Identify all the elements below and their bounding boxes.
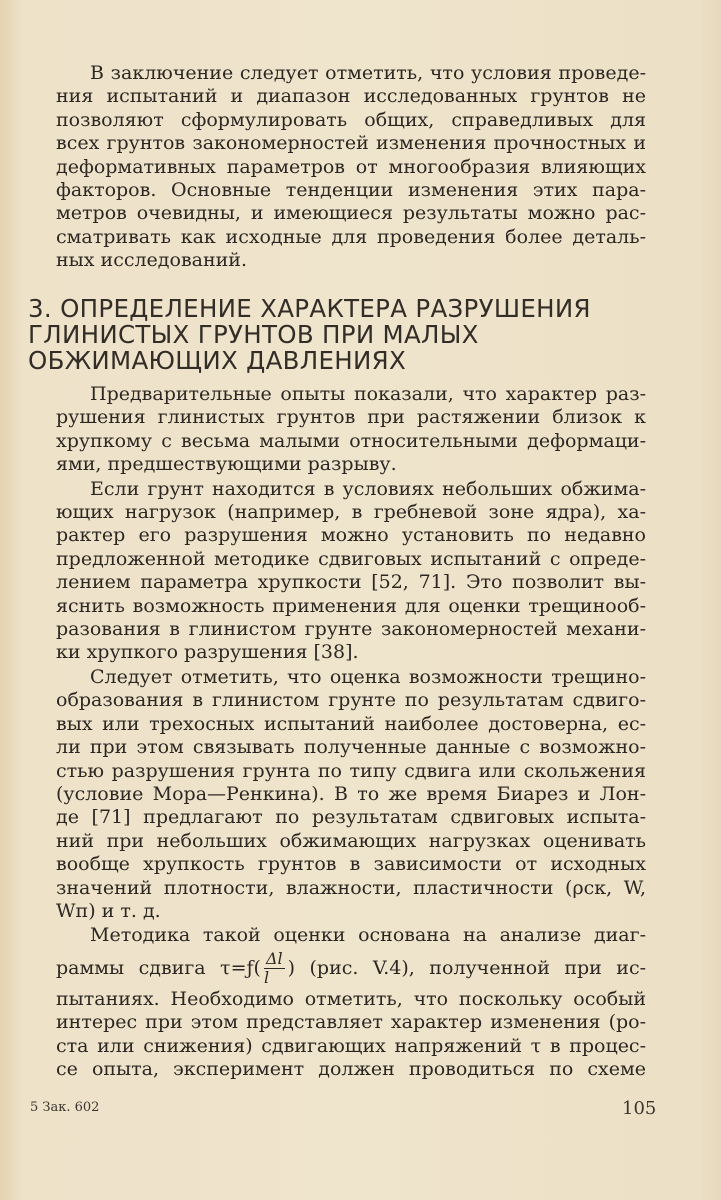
paragraph <box>56 62 646 273</box>
text-line: пытаниях. Необходимо отметить, что поскольку особый <box>56 987 646 1010</box>
text-line: деформативных параметров от многообразия влияющих <box>56 155 646 178</box>
text-line: метров очевидны, и имеющиеся результаты можно рас- <box>56 202 646 225</box>
text-line: Методика такой оценки основана на анализе диаг- <box>90 924 646 947</box>
text-line: хрупкому с весьма малыми относительными деформаци- <box>56 429 646 452</box>
text-line: лением параметра хрупкости [52, 71]. Это позволит вы- <box>56 571 646 594</box>
paragraph <box>56 383 646 477</box>
text-line: позволяют сформулировать общих, справедливых для <box>56 108 646 131</box>
paragraph <box>56 478 646 665</box>
text-line: рактер его разрушения можно установить по недавно <box>56 524 646 547</box>
text-line: значений плотности, влажности, пластичности (ρск, W, <box>56 876 646 899</box>
text-line: всех грунтов закономерностей изменения прочностных и <box>56 132 646 155</box>
text-line: предложенной методике сдвиговых испытаний с опреде- <box>56 547 646 570</box>
text-line: (условие Мора—Ренкина). В то же время Биарез и Лон- <box>56 782 646 805</box>
text-line: ями, предшествующими разрыву. <box>56 453 397 476</box>
fraction <box>264 950 285 987</box>
text-line: яснить возможность применения для оценки трещинооб- <box>56 594 646 617</box>
text-line: ния испытаний и диапазон исследованных грунтов не <box>56 85 646 108</box>
text-line: Если грунт находится в условиях небольших обжима- <box>90 477 646 500</box>
intro-paragraph <box>56 62 646 273</box>
text-line: образования в глинистом грунте по результатам сдвиго- <box>56 689 646 712</box>
text-line: стью разрушения грунта по типу сдвига или скольжения <box>56 759 646 782</box>
fraction-denominator: l <box>263 968 270 988</box>
text-line: ста или снижения) сдвигающих напряжений τ в процес- <box>56 1034 646 1057</box>
text-line: В заключение следует отметить, что условия проведе- <box>90 62 646 84</box>
text-line: де [71] предлагают по результатам сдвиговых испыта- <box>56 806 646 829</box>
text-line: вых или трехосных испытаний наиболее достоверна, ес- <box>56 712 646 735</box>
heading-line: ГЛИНИСТЫХ ГРУНТОВ ПРИ МАЛЫХ <box>28 320 479 349</box>
paragraph <box>56 924 646 1081</box>
text-line: рушения глинистых грунтов при растяжении близок к <box>56 406 646 429</box>
heading-line: ОБЖИМАЮЩИХ ДАВЛЕНИЯХ <box>28 346 407 375</box>
formula-line <box>56 948 646 988</box>
section-body <box>56 383 646 1081</box>
fraction-numerator: Δl <box>265 949 283 969</box>
text-line: ющих нагрузок (например, в гребневой зоне ядра), ха- <box>56 501 646 524</box>
text-fragment: раммы сдвига τ=ƒ( <box>56 956 261 979</box>
text-line: Предварительные опыты показали, что характер раз- <box>90 383 646 405</box>
paragraph <box>56 666 646 923</box>
text-line: факторов. Основные тенденции изменения этих пара- <box>56 179 646 202</box>
section-heading <box>28 296 628 374</box>
text-fragment: ) (рис. V.4), полученной при ис- <box>287 956 647 979</box>
text-line: Следует отметить, что оценка возможности трещино- <box>90 665 646 688</box>
page-number: 105 <box>622 1098 657 1119</box>
text-line: Wп) и т. д. <box>56 899 161 922</box>
text-line: ли при этом связывать полученные данные с возможно- <box>56 736 646 759</box>
text-line: вообще хрупкость грунтов в зависимости от исходных <box>56 853 646 876</box>
text-line: интерес при этом представляет характер изменения (ро- <box>56 1011 646 1034</box>
text-line: ний при небольших обжимающих нагрузках оценивать <box>56 829 646 852</box>
text-line: сматривать как исходные для проведения более деталь- <box>56 225 646 248</box>
printer-signature: 5 Зак. 602 <box>30 1100 100 1115</box>
heading-line: 3. ОПРЕДЕЛЕНИЕ ХАРАКТЕРА РАЗРУШЕНИЯ <box>28 294 591 323</box>
text-line: разования в глинистом грунте закономерностей механи- <box>56 618 646 641</box>
text-line: се опыта, эксперимент должен проводиться по схеме <box>56 1057 646 1080</box>
text-line: ки хрупкого разрушения [38]. <box>56 641 359 664</box>
text-line: ных исследований. <box>56 249 247 272</box>
